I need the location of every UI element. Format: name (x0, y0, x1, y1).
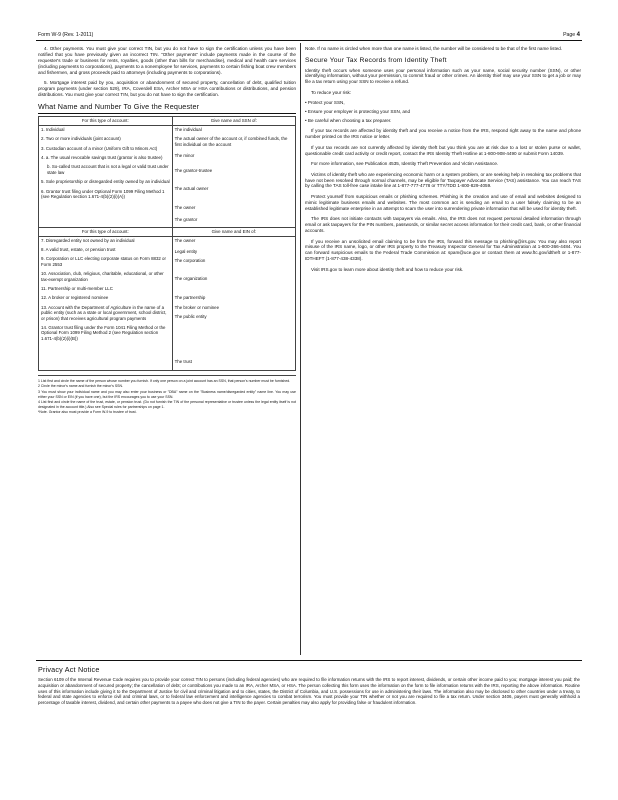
victims-paragraph: Victims of identity theft who are experiencing economic harm or a system problem, or are seeking help in resolving tax problems that have not been resolved through normal channels, may be eligible for Taxpayer Advocate Service (TAS) assistance. You can reach TAS by calling the TAS toll-free case intake line at 1-877-777-4778 or TTY/TDD 1-800-829-4059. (305, 171, 581, 189)
table-row: The corporation (174, 258, 206, 264)
table-row: 2. Two or more individuals (joint account) (41, 136, 121, 142)
footnote-2: 2 Circle the minor's name and furnish the minor's SSN. (38, 384, 123, 389)
footnote-4: 4 List first and circle the name of the trust, estate, or pension trust. (Do not furnish the TIN of the personal representative or trustee unless the legal entity itself is not designated in the account title.) Also see Special rules for partnerships on page 1. (38, 400, 296, 409)
table-row: 6. Grantor trust filing under Optional Form 1099 Filing Method 1 (see Regulation section 1.671-4(b)(2)(i)(A)) (41, 188, 165, 200)
table-row: The grantor-trustee (174, 168, 213, 174)
table-row: The actual owner of the account or, if combined funds, the first individual on the account (174, 136, 288, 147)
form-label: Form W-9 (Rev. 1-2011) (38, 32, 94, 38)
list-item: • Be careful when choosing a tax preparer. (305, 118, 392, 124)
table-row: 10. Association, club, religious, charitable, educational, or other tax-exempt organization (41, 271, 164, 282)
requester-section-title: What Name and Number To Give the Requester (38, 102, 200, 112)
circled-name-note: Note. If no name is circled when more than one name is listed, the number will be considered to be that of the first name listed. (305, 46, 563, 51)
unsolicited-email-paragraph: If you receive an unsolicited email claiming to be from the IRS, forward this message to phishing@irs.gov. You may also report misuse of the IRS name, logo, or other IRS property to the Treasury Inspector General for Tax Administration at 1-800-366-4484. You can forward suspicious emails to the Federal Trade Commission at: spam@uce.gov or contact them at www.ftc.gov/idtheft or 1-877-IDTHEFT (1-877-438-4338). (305, 238, 581, 262)
at-risk-paragraph: If your tax records are not currently affected by identity theft but you think you are at risk due to a lost or stolen purse or wallet, questionable credit card activity or credit report, contact the IRS Identity Theft Hotline at 1-800-908-4490 or submit Form 14039. (305, 144, 581, 156)
page-indicator (563, 32, 580, 38)
table-row: 5. Sole proprietorship or disregarded entity owned by an individual (41, 179, 170, 185)
table-row: 14. Grantor trust filing under the Form 1041 Filing Method or the Optional Form 1099 Filing Method 2 (see Regulation section 1.671-4(b)(2)(i)(B)) (41, 324, 166, 341)
more-info-paragraph: For more information, see Publication 4535, Identity Theft Prevention and Victim Assistance. (311, 161, 499, 167)
table-row: The partnership (174, 295, 206, 301)
ein-col-account: For this type of account: (39, 228, 173, 236)
identity-theft-title: Secure Your Tax Records from Identity Theft (305, 56, 447, 64)
page-label: Page (563, 32, 576, 38)
ein-col-give: Give name and EIN of: (172, 228, 295, 236)
footnote-note: *Note. Grantor also must provide a Form W-9 to trustee of trust. (38, 410, 137, 415)
table-row: The public entity (174, 313, 207, 319)
table-row: The grantor (174, 216, 198, 222)
footnote-rule (38, 375, 296, 376)
ssn-table-body (39, 125, 296, 227)
table-row: The actual owner (174, 185, 209, 191)
ein-table-header (39, 228, 296, 236)
table-row: The organization (174, 275, 208, 281)
table-row: The trust (174, 359, 192, 365)
table-row: 3. Custodian account of a minor (Uniform Gift to Minors Act) (41, 145, 158, 151)
ein-give-cell (172, 236, 295, 370)
ssn-col-give: Give name and SSN of: (172, 117, 295, 125)
ssn-accounts-cell (39, 125, 173, 227)
footnote-3: 3 You must show your individual name and you may also enter your business or "DBA" name on the "Business name/disregarded entity" name line. You may use either your SSN or EIN (if you have one), but the IRS encourages you to use your SSN. (38, 389, 296, 399)
ssn-table-header (39, 117, 296, 125)
table-row: 12. A broker or registered nominee (41, 295, 109, 301)
table-row: 8. A valid trust, estate, or pension trust (41, 246, 116, 252)
table-row: The owner (174, 205, 196, 211)
reduce-risk-label: To reduce your risk: (311, 89, 352, 95)
irs-contact-paragraph: The IRS does not initiate contacts with taxpayers via emails. Also, the IRS does not request personal detailed information through email or ask taxpayers for the PIN numbers, passwords, or similar secret access information for their credit card, bank, or other financial accounts. (305, 216, 581, 234)
affected-records-paragraph: If your tax records are affected by identity theft and you receive a notice from the IRS, respond right away to the name and phone number printed on the IRS notice or letter. (305, 128, 581, 140)
identity-theft-intro: Identity theft occurs when someone uses your personal information such as your name, social security number (SSN), or other identifying information, without your permission, to commit fraud or other crimes. An identity thief may use your SSN to get a job or may file a tax return using your SSN to receive a refund. (305, 67, 581, 85)
footnote-1: 1 List first and circle the name of the person whose number you furnish. If only one person on a joint account has an SSN, that person's number must be furnished. (38, 378, 291, 383)
page-number: 4 (576, 32, 580, 38)
column-divider (300, 43, 301, 655)
ssn-give-cell (172, 125, 295, 227)
phishing-paragraph: Protect yourself from suspicious emails or phishing schemes. Phishing is the creation and use of email and websites designed to mimic legitimate business emails and websites. The most common act is sending an email to a user falsely claiming to be an established legitimate enterprise in an attempt to scam the user into surrendering private information that will be used for identity theft. (305, 193, 581, 211)
table-row: The individual (174, 126, 202, 132)
visit-irs-paragraph: Visit IRS.gov to learn more about identity theft and how to reduce your risk. (311, 266, 464, 272)
top-rule (36, 40, 582, 41)
table-row: 7. Disregarded entity not owned by an individual (41, 237, 135, 243)
table-row: The minor (174, 153, 195, 159)
table-row: Legal entity (174, 248, 198, 254)
table-row: 9. Corporation or LLC electing corporate status on Form 8832 or Form 2553 (41, 256, 166, 267)
table-row: 1. Individual (41, 126, 65, 132)
requester-section-heading (38, 102, 296, 114)
ein-accounts-cell (39, 236, 173, 370)
ssn-table (38, 116, 296, 370)
risk-bullet-list (305, 100, 581, 124)
privacy-text: Section 6109 of the Internal Revenue Code requires you to provide your correct TIN to persons (including federal agencies) who are required to file information returns with the IRS to report interest, dividends, or certain other income paid to you; mortgage interest you paid; the acquisition or abandonment of secured property; the cancellation of debt; or contributions you made to an IRA, Archer MSA, or HSA. The person collecting this form uses the information on the form to file information returns with the IRS, reporting the above information. Routine uses of this information include giving it to the Department of Justice for civil and criminal litigation and to cities, states, the District of Columbia, and U.S. possessions for use in administering their laws. The information also may be disclosed to other countries under a treaty, to federal and state agencies to enforce civil and criminal laws, or to federal law enforcement and intelligence agencies to combat terrorism. You must provide your TIN whether or not you are required to file a tax return. Under section 3406, payers must generally withhold a percentage of taxable interest, dividend, and certain other payments to a payee who does not give a TIN to the payer. Certain penalties may also apply for providing false or fraudulent information. (38, 677, 580, 706)
left-column (38, 46, 296, 416)
right-column (305, 46, 581, 277)
list-item: • Ensure your employer is protecting your SSN, and (305, 109, 411, 115)
table-row: The owner (174, 237, 196, 243)
privacy-rule (36, 660, 582, 661)
table-row: b. So-called trust account that is not a legal or valid trust under state law (47, 164, 169, 175)
ssn-col-account: For this type of account: (39, 117, 173, 125)
privacy-title: Privacy Act Notice (38, 665, 100, 674)
ein-table-body (39, 236, 296, 370)
mortgage-interest-paragraph: 5. Mortgage interest paid by you, acquisition or abandonment of secured property, cancellation of debt, qualified tuition program payments (under section 529), IRA, Coverdell ESA, Archer MSA or HSA contributions or distributions, and pension distributions. You must give your correct TIN, but you do not have to sign the certification. (38, 80, 296, 97)
table-row: The broker or nominee (174, 304, 220, 310)
table-row: 11. Partnership or multi-member LLC (41, 285, 113, 291)
other-payments-paragraph: 4. Other payments. You must give your correct TIN, but you do not have to sign the certification unless you have been notified that you have previously given an incorrect TIN. "Other payments" include payments made in the course of the requester's trade or business for rents, royalties, goods (other than bills for merchandise), medical and health care services (including payments to corporations), payments to a nonemployee for services, payments to certain fishing boat crew members and fishermen, and gross proceeds paid to attorneys (including payments to corporations). (38, 46, 296, 75)
list-item: • Protect your SSN, (305, 100, 345, 106)
table-row: 13. Account with the Department of Agriculture in the name of a public entity (such as a state or local government, school district, or prison) that receives agricultural program payments (41, 304, 167, 321)
privacy-section (36, 660, 582, 706)
table-row: 4. a. The usual revocable savings trust (grantor is also trustee) (41, 155, 163, 161)
